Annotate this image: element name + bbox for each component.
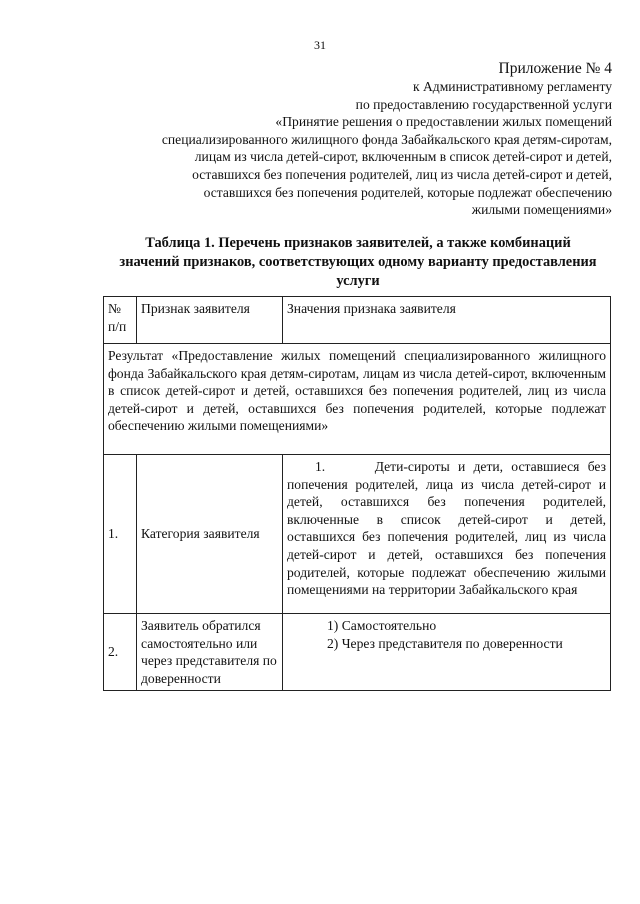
appendix-line: к Административному регламенту <box>412 79 612 94</box>
list-item: 2) Через представителя по доверенности <box>327 635 563 651</box>
row-values <box>283 455 611 614</box>
table-title-line: услуги <box>336 273 380 289</box>
row-num: 1. <box>104 455 137 614</box>
appendix-line: по предоставлению государственной услуги <box>355 96 612 112</box>
header-feature: Признак заявителя <box>137 297 283 344</box>
table-row <box>104 614 611 691</box>
appendix-line: оставшихся без попечения родителей, которые подлежат обеспечению <box>203 184 612 200</box>
applicant-features-table <box>103 296 611 691</box>
row-feature: Заявитель обратился самостоятельно или через представителя по доверенности <box>137 614 283 691</box>
appendix-header <box>52 60 612 219</box>
table-row <box>104 455 611 614</box>
appendix-line: оставшихся без попечения родителей, лиц из числа детей-сирот и детей, <box>192 166 612 182</box>
appendix-title: Приложение № 4 <box>498 60 612 77</box>
table-title <box>98 234 618 291</box>
appendix-line: жилыми помещениями» <box>471 202 612 218</box>
list-item: 1) Самостоятельно <box>327 618 437 633</box>
appendix-line: лицам из числа детей-сирот, включенным в список детей-сирот и детей, <box>194 149 612 165</box>
result-text: Результат «Предоставление жилых помещений специализированного жилищного фонда Забайкальского края детям-сиротам, лицам из числа детей-сирот, включенным в список детей-сирот и детей, оставшихся без попечения родителей, лиц из числа детей-сирот и детей, оставшихся без попечения родителей, которые подлежат обеспечению жилыми помещениями» <box>104 344 611 455</box>
page-number: 31 <box>314 38 326 52</box>
result-row <box>104 344 611 455</box>
row-values-text: 1. Дети-сироты и дети, оставшиеся без попечения родителей, лица из числа детей-сирот и детей, оставшихся без попечения родителей, включенные в список детей-сирот и детей, оставшихся без попечения родителей, лиц из числа детей-сирот и детей, оставшихся без попечения родителей, которые подлежат обеспечению жилыми помещениями на территории Забайкальского края <box>287 459 606 598</box>
table-title-line: значений признаков, соответствующих одному варианту предоставления <box>119 254 597 270</box>
header-values: Значения признака заявителя <box>283 297 611 344</box>
appendix-line: «Принятие решения о предоставлении жилых помещений <box>275 114 612 130</box>
row-feature: Категория заявителя <box>137 455 283 614</box>
row-values <box>283 614 611 691</box>
table-header-row <box>104 297 611 344</box>
table-title-line: Таблица 1. Перечень признаков заявителей, а также комбинаций <box>145 235 571 251</box>
appendix-line: специализированного жилищного фонда Забайкальского края детям-сиротам, <box>161 131 612 147</box>
row-num: 2. <box>104 614 137 691</box>
header-num: № п/п <box>104 297 137 344</box>
